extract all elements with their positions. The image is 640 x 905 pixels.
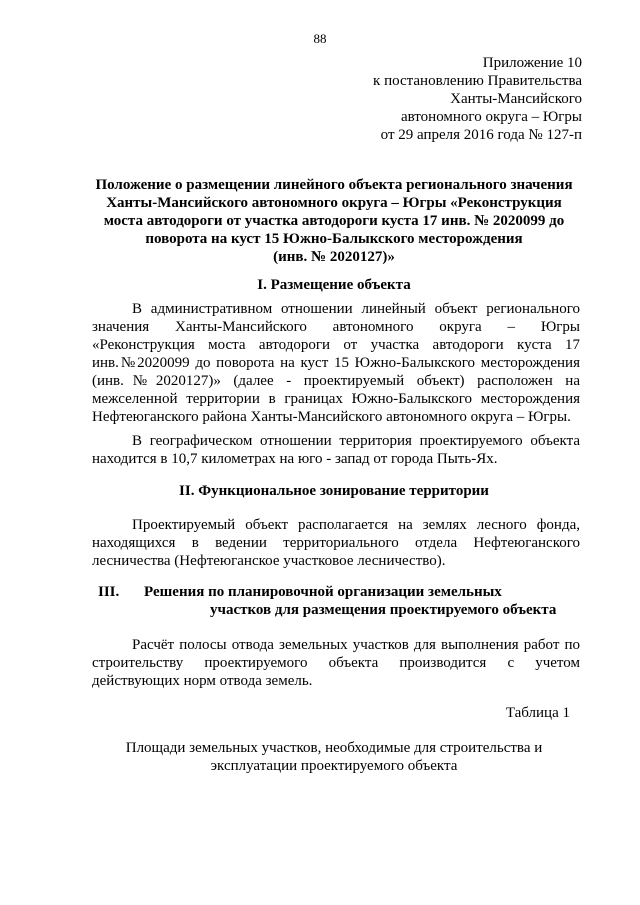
section1-paragraph-2 — [92, 432, 580, 468]
paragraph-line: (инв.№2020127)» (далее - проектируемый объект) расположен на — [92, 373, 580, 389]
section2-heading: II. Функциональное зонирование территории — [179, 483, 489, 499]
table-caption — [86, 739, 582, 775]
section2-paragraph — [92, 516, 580, 570]
paragraph-line: Нефтеюганского района Ханты-Мансийского автономного округа – Югры. — [92, 409, 571, 425]
appendix-line: Приложение 10 — [482, 55, 582, 71]
appendix-line: автономного округа – Югры — [400, 109, 582, 125]
section3-number: III. — [98, 584, 120, 600]
title-line: (инв. № 2020127)» — [273, 249, 395, 265]
section1-paragraph-1 — [92, 300, 580, 426]
paragraph-line: В географическом отношении территория проектируемого объекта — [132, 433, 580, 449]
appendix-line: Ханты-Мансийского — [450, 91, 582, 107]
table-label: Таблица 1 — [505, 705, 570, 721]
paragraph-line: находится в 10,7 километрах на юго - запад от города Пыть-Ях. — [92, 451, 498, 467]
document-title — [86, 176, 582, 266]
paragraph-line: находящихся в ведении территориального отдела Нефтеюганского — [92, 535, 580, 551]
section3-heading-line: участков для размещения проектируемого объекта — [210, 602, 557, 618]
section1-heading: I. Размещение объекта — [257, 277, 411, 293]
paragraph-line: Проектируемый объект располагается на землях лесного фонда, — [132, 517, 580, 533]
paragraph-line: инв.№2020099 до поворота на куст 15 Южно-Балыкского месторождения — [92, 355, 580, 371]
appendix-line: от 29 апреля 2016 года № 127-п — [380, 127, 582, 143]
title-line: Ханты-Мансийского автономного округа – Югры «Реконструкция — [106, 195, 562, 211]
paragraph-line: строительству проектируемого объекта производится с учетом — [92, 655, 580, 671]
section3-heading-line: Решения по планировочной организации земельных — [144, 584, 502, 600]
table-caption-line: эксплуатации проектируемого объекта — [210, 758, 458, 774]
appendix-block — [302, 54, 582, 144]
page-number: 88 — [313, 31, 327, 46]
paragraph-line: «Реконструкция моста автодороги от участка автодороги куста 17 — [92, 337, 580, 353]
paragraph-line: значения Ханты-Мансийского автономного округа – Югры — [92, 319, 580, 335]
paragraph-line: лесничества (Нефтеюганское участковое лесничество). — [92, 553, 446, 569]
table-caption-line: Площади земельных участков, необходимые для строительства и — [125, 740, 543, 756]
section3-paragraph — [92, 636, 580, 690]
title-line: Положение о размещении линейного объекта регионального значения — [95, 177, 573, 193]
appendix-line: к постановлению Правительства — [373, 73, 582, 89]
paragraph-line: действующих норм отвода земель. — [92, 673, 313, 689]
paragraph-line: В административном отношении линейный объект регионального — [132, 301, 580, 317]
title-line: поворота на куст 15 Южно-Балыкского месторождения — [145, 231, 523, 247]
paragraph-line: межселенной территории в границах Южно-Балыкского месторождения — [92, 391, 580, 407]
title-line: моста автодороги от участка автодороги куста 17 инв. № 2020099 до — [103, 213, 565, 229]
paragraph-line: Расчёт полосы отвода земельных участков для выполнения работ по — [132, 637, 580, 653]
